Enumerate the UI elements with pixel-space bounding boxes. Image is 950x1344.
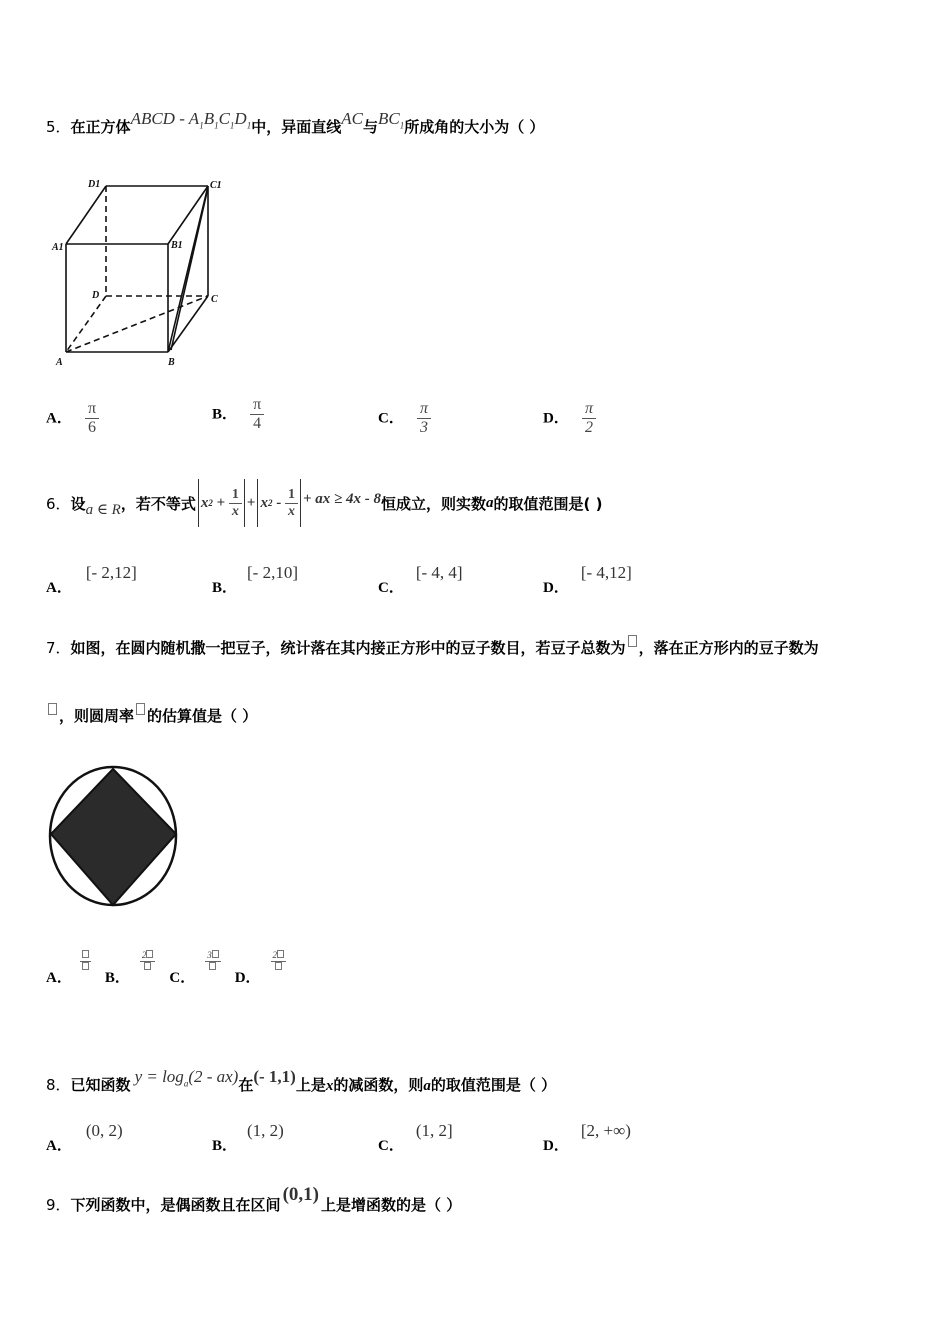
q8-option-b[interactable]: B．(1, 2) [212,1121,284,1154]
q7-option-d[interactable]: D． 2 [235,950,286,987]
q7-option-b[interactable]: B． 2 [105,950,156,987]
label-b: B [168,357,175,368]
inequality: x 2 + $\frac{1}{x}$ + x 2 - $\frac{1}{x}$ + ax ≥ 4x - 8 [196,479,381,527]
circle-square-figure [48,764,180,908]
cube-name: ABCD - $A_1B_1C_1D_1$ [130,109,252,131]
question-number: 7． [46,639,71,657]
cube-figure [50,172,230,372]
label-a: A [56,357,63,368]
q6-option-d[interactable]: D．[- 4,12] [543,563,632,596]
q5-text: 与 [362,118,378,136]
q7-option-c[interactable]: C． 3 [169,950,220,987]
placeholder-pi [136,703,145,715]
q6-option-c[interactable]: C．[- 4, 4] [378,563,463,596]
interval: (0,1) [282,1184,319,1205]
q5-option-d[interactable]: D． $\frac{\pi}{2}$ [543,400,596,436]
question-7-line-2: ，则圆周率 的估算值是（ ） [46,703,257,726]
label-a1: A1 [52,242,64,253]
function-expression: $y = \log_a(2 - ax)$ [134,1067,239,1089]
q7-options [46,950,286,987]
q8-option-c[interactable]: C．(1, 2] [378,1121,453,1154]
question-number: 8． [46,1076,71,1094]
label-c1: C1 [210,180,222,191]
label-b1: B1 [171,240,183,251]
interval: (- 1,1) [253,1067,296,1086]
question-9-stem: 9．下列函数中，是偶函数且在区间 (0,1) 上是增函数的是（ ） [46,1184,462,1214]
question-number: 9． [46,1196,71,1214]
q6-option-b[interactable]: B．[- 2,10] [212,563,298,596]
question-6-stem: 6． 设 a ∈ R ，若不等式 x 2 + $\frac{1}{x}$ + x 2 - $\frac{1}{x}$ + ax ≥ 4x - 8 恒成立，则实数 a 的取值范围是( ) [46,478,602,528]
question-number: 5． [46,118,71,136]
question-5-stem [46,109,545,138]
question-number: 6． [46,494,71,513]
q8-option-d[interactable]: D．[2, +∞) [543,1121,631,1154]
placeholder-m [48,703,57,715]
q7-option-a[interactable]: A． [46,950,91,987]
label-d1: D1 [88,179,101,190]
q5-text: 在正方体 [70,118,131,136]
q5-option-b[interactable]: B． $\frac{\pi}{4}$ [212,396,264,432]
placeholder-n [628,635,637,647]
q8-option-a[interactable]: A．(0, 2) [46,1121,123,1154]
q5-text: 所成角的大小为（ ） [404,118,545,136]
line-bc1: $BC_1$ [377,109,405,131]
label-d: D [92,290,100,301]
question-8-stem: 8．已知函数 $y = \log_a(2 - ax)$在(- 1,1)上是x的减函数，则a的取值范围是（ ） [46,1067,557,1094]
question-7-line-1: 7．如图，在圆内随机撒一把豆子，统计落在其内接正方形中的豆子数目，若豆子总数为 ，落在正方形内的豆子数为 [46,635,819,658]
label-c: C [211,294,218,305]
q5-option-c[interactable]: C． $\frac{\pi}{3}$ [378,400,431,436]
q5-text: 中，异面直线 [251,118,342,136]
q5-option-a[interactable]: A． $\frac{\pi}{6}$ [46,400,99,436]
q6-option-a[interactable]: A．[- 2,12] [46,563,137,596]
condition: a ∈ R [85,501,121,518]
line-ac: AC [341,109,363,128]
